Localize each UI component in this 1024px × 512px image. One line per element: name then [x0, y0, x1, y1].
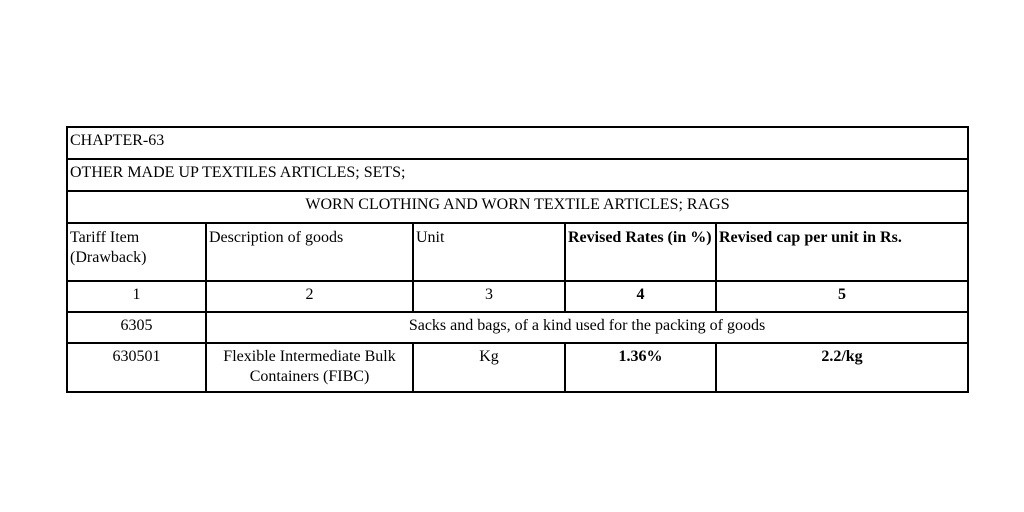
table-row [67, 343, 968, 392]
drawback-rate-table [66, 126, 969, 393]
column-index-1: 1 [67, 281, 206, 312]
chapter-number: CHAPTER-63 [67, 127, 968, 159]
column-index-4: 4 [565, 281, 716, 312]
column-index-5: 5 [716, 281, 968, 312]
item-rate: 1.36% [565, 343, 716, 392]
table-row [67, 312, 968, 343]
header-revised-cap: Revised cap per unit in Rs. [716, 223, 968, 281]
heading-description: Sacks and bags, of a kind used for the packing of goods [206, 312, 968, 343]
column-index-2: 2 [206, 281, 413, 312]
column-index-3: 3 [413, 281, 565, 312]
chapter-title: OTHER MADE UP TEXTILES ARTICLES; SETS; [67, 159, 968, 191]
chapter-subtitle-row [67, 191, 968, 223]
header-revised-rates: Revised Rates (in %) [565, 223, 716, 281]
item-description: Flexible Intermediate Bulk Containers (FIBC) [206, 343, 413, 392]
item-tariff-item: 630501 [67, 343, 206, 392]
chapter-title-row [67, 159, 968, 191]
item-unit: Kg [413, 343, 565, 392]
header-description: Description of goods [206, 223, 413, 281]
item-cap: 2.2/kg [716, 343, 968, 392]
heading-tariff-item: 6305 [67, 312, 206, 343]
column-index-row [67, 281, 968, 312]
header-tariff-item: Tariff Item (Drawback) [67, 223, 206, 281]
chapter-subtitle: WORN CLOTHING AND WORN TEXTILE ARTICLES; RAGS [67, 191, 968, 223]
column-header-row [67, 223, 968, 281]
chapter-row [67, 127, 968, 159]
header-unit: Unit [413, 223, 565, 281]
